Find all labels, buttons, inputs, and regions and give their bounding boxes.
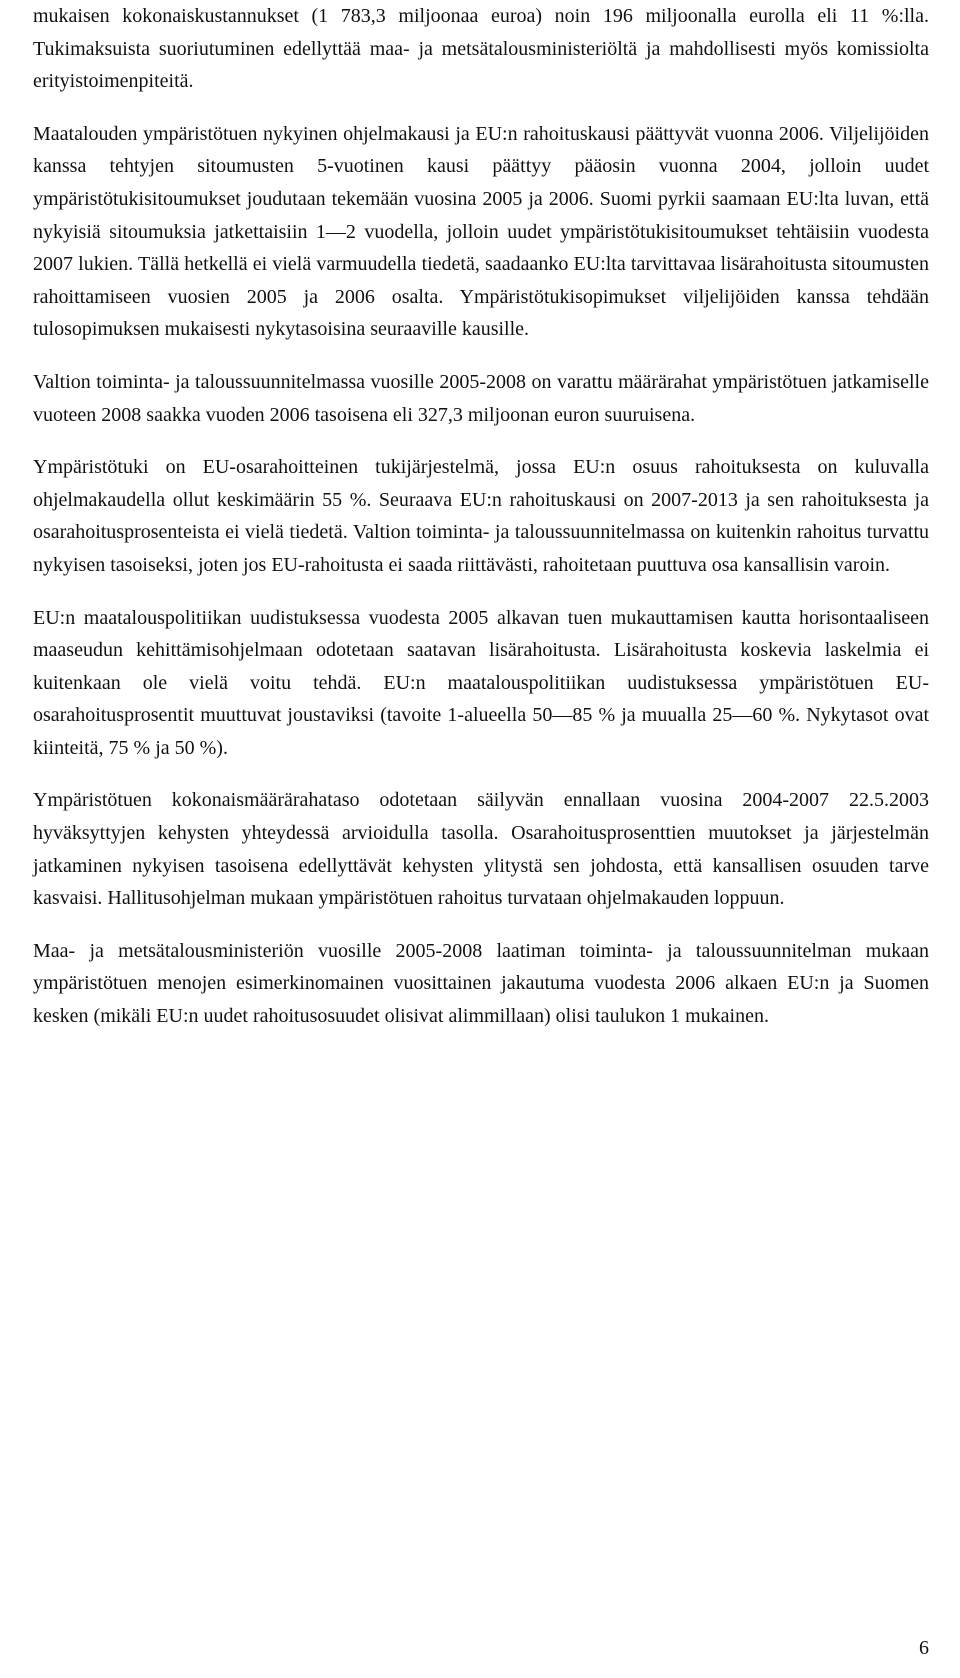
document-body xyxy=(33,0,929,1033)
paragraph-program-period: Maatalouden ympäristötuen nykyinen ohjelmakausi ja EU:n rahoituskausi päättyvät vuonna 2006. Viljelijöiden kanssa tehtyjen sitoumusten 5-vuotinen kausi päättyy pääosin vuonna 2004, jolloin uudet ympäristötukisitoumukset joudutaan tekemään vuosina 2005 ja 2006. Suomi pyrkii saamaan EU:lta luvan, että nykyisiä sitoumuksia jatkettaisiin 1—2 vuodella, jolloin uudet ympäristötukisitoumukset tehtäisiin vuodesta 2007 lukien. Tällä hetkellä ei vielä varmuudella tiedetä, saadaanko EU:lta tarvittavaa lisärahoitusta sitoumusten rahoittamiseen vuosien 2005 ja 2006 osalta. Ympäristötukisopimukset viljelijöiden kanssa tehdään tulosopimuksen mukaisesti nykytasoisina seuraaville kausille. xyxy=(33,122,929,341)
page-number: 6 xyxy=(919,1637,929,1659)
paragraph-ministry-plan: Maa- ja metsätalousministeriön vuosille 2005-2008 laatiman toiminta- ja taloussuunnitelman mukaan ympäristötuen menojen esimerkinomainen vuosittainen jakautuma vuodesta 2006 alkaen EU:n ja Suomen kesken (mikäli EU:n uudet rahoitusosuudet olisivat alimmillaan) olisi taulukon 1 mukainen. xyxy=(33,939,929,1028)
paragraph-costs: mukaisen kokonaiskustannukset (1 783,3 miljoonaa euroa) noin 196 miljoonalla eurolla eli 11 %:lla. Tukimaksuista suoriutuminen edellyttää maa- ja metsätalousministeriöltä ja mahdollisesti myös komissiolta erityistoimenpiteitä. xyxy=(33,5,929,93)
paragraph-cap-reform: EU:n maatalouspolitiikan uudistuksessa vuodesta 2005 alkavan tuen mukauttamisen kautta horisontaaliseen maaseudun kehittämisohjelmaan odotetaan saatavan lisärahoitusta. Lisärahoitusta koskevia laskelmia ei kuitenkaan ole vielä voitu tehdä. EU:n maatalouspolitiikan uudistuksessa ympäristötuen EU-osarahoitusprosentit muuttuvat joustaviksi (tavoite 1-alueella 50—85 % ja muualla 25—60 %. Nykytasot ovat kiinteitä, 75 % ja 50 %). xyxy=(33,606,929,759)
paragraph-appropriation-level: Ympäristötuen kokonaismäärärahataso odotetaan säilyvän ennallaan vuosina 2004-2007 22.5.2003 hyväksyttyjen kehysten yhteydessä arvioidulla tasolla. Osarahoitusprosenttien muutokset ja järjestelmän jatkaminen nykyisen tasoisena edellyttävät kehysten ylitystä sen johdosta, että kansallisen osuuden tarve kasvaisi. Hallitusohjelman mukaan ympäristötuen rahoitus turvataan ohjelmakauden loppuun. xyxy=(33,789,929,910)
paragraph-eu-cofinancing: Ympäristötuki on EU-osarahoitteinen tukijärjestelmä, jossa EU:n osuus rahoituksesta on kuluvalla ohjelmakaudella ollut keskimäärin 55 %. Seuraava EU:n rahoituskausi on 2007-2013 ja sen rahoituksesta ja osarahoitusprosenteista ei vielä tiedetä. Valtion toiminta- ja taloussuunnitelmassa on kuitenkin rahoitus turvattu nykyisen tasoiseksi, joten jos EU-rahoitusta ei saada riittävästi, rahoitetaan puuttuva osa kansallisin varoin. xyxy=(33,456,929,576)
paragraph-budget-plan: Valtion toiminta- ja taloussuunnitelmassa vuosille 2005-2008 on varattu määrärahat ympäristötuen jatkamiselle vuoteen 2008 saakka vuoden 2006 tasoisena eli 327,3 miljoonan euron suuruisena. xyxy=(33,370,929,426)
